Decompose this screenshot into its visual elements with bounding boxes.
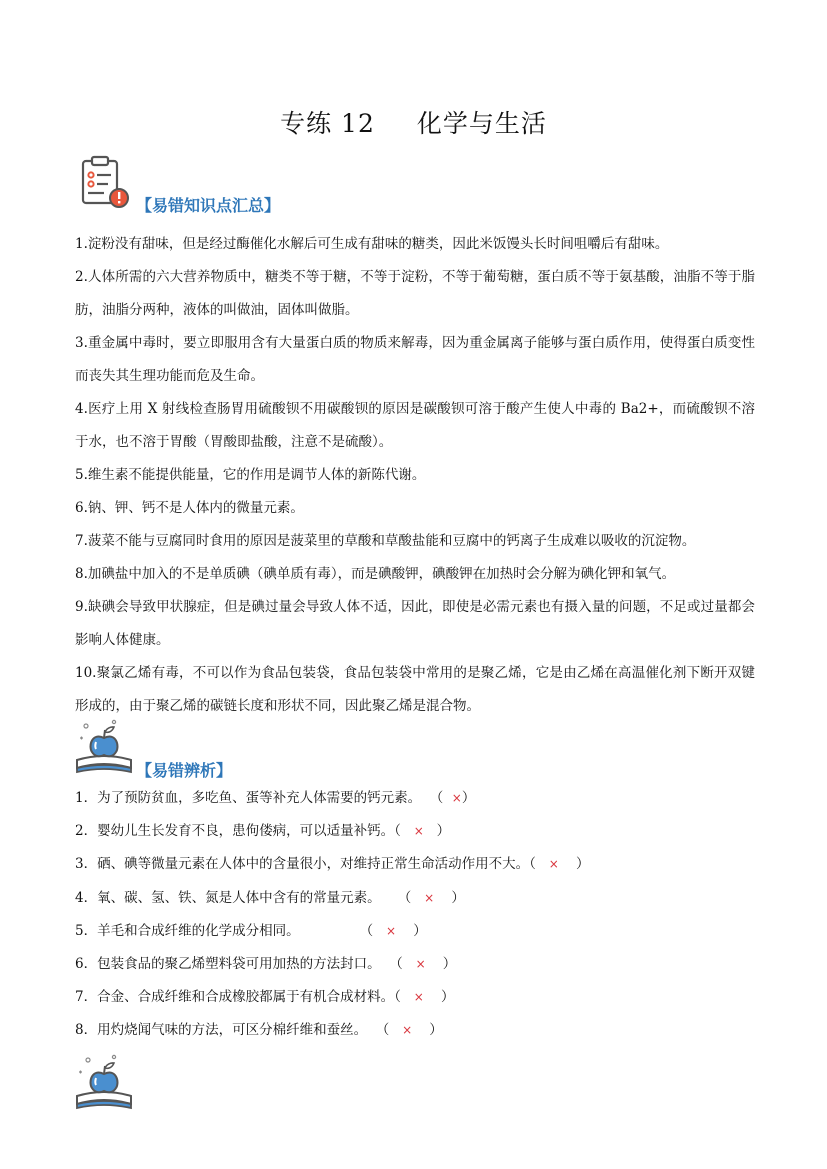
judgment-item	[75, 882, 755, 915]
wrong-mark: ×	[451, 791, 462, 805]
judgment-item	[75, 782, 755, 815]
paren-close: ）	[440, 989, 455, 1006]
judgment-text: 5．羊毛和合成纤维的化学成分相同。	[75, 922, 300, 939]
apple-book-icon	[74, 1052, 134, 1112]
knowledge-point: 6.钠、钾、钙不是人体内的微量元素。	[75, 500, 304, 516]
judgment-text: 4．氧、碳、氢、铁、氮是人体中含有的常量元素。	[75, 889, 381, 906]
paren-close: ）	[461, 790, 476, 806]
paren-open: （	[375, 1022, 390, 1039]
paren-open: （	[429, 790, 444, 806]
paren-close: ）	[575, 856, 590, 873]
paren-close: ）	[429, 1022, 443, 1039]
knowledge-point: 10.聚氯乙烯有毒，不可以作为食品包装袋，食品包装袋中常用的是聚乙烯，它是由乙烯在高温催化剂下断开双键形成的，由于聚乙烯的碳链长度和形状不同，因此聚乙烯是混合物。	[75, 665, 755, 714]
knowledge-point: 5.维生素不能提供能量，它的作用是调节人体的新陈代谢。	[75, 467, 426, 483]
judgment-item	[75, 815, 755, 848]
knowledge-point: 4.医疗上用 X 射线检查肠胃用硫酸钡不用碳酸钡的原因是碳酸钡可溶于酸产生使人中毒的 Ba2+，而硫酸钡不溶于水，也不溶于胃酸（胃酸即盐酸，注意不是硫酸）。	[75, 401, 755, 450]
wrong-mark: ×	[402, 1023, 413, 1038]
paren-open: （	[529, 856, 536, 873]
judgment-text: 6．包装食品的聚乙烯塑料袋可用加热的方法封口。	[75, 955, 381, 972]
paren-open: （	[359, 922, 374, 939]
knowledge-point: 2.人体所需的六大营养物质中，糖类不等于糖，不等于淀粉，不等于葡萄糖，蛋白质不等于氨基酸，油脂不等于脂肪，油脂分两种，液体的叫做油，固体叫做脂。	[75, 269, 755, 318]
wrong-mark: ×	[548, 857, 559, 872]
judgment-item	[75, 1014, 755, 1047]
page-title	[0, 104, 827, 140]
knowledge-point: 3.重金属中毒时，要立即服用含有大量蛋白质的物质来解毒，因为重金属离子能够与蛋白质作用，使得蛋白质变性而丧失其生理功能而危及生命。	[75, 335, 755, 384]
knowledge-point: 8.加碘盐中加入的不是单质碘（碘单质有毒），而是碘酸钾，碘酸钾在加热时会分解为碘化钾和氧气。	[75, 566, 676, 582]
judgment-item	[75, 848, 755, 881]
judgment-item	[75, 981, 755, 1014]
clipboard-alert-icon	[78, 155, 134, 211]
judgment-list	[75, 782, 755, 1048]
knowledge-point: 1.淀粉没有甜味，但是经过酶催化水解后可生成有甜味的糖类，因此米饭馒头长时间咀嚼后有甜味。	[75, 236, 669, 252]
paren-open: （	[397, 889, 412, 906]
wrong-mark: ×	[413, 990, 424, 1005]
judgment-item	[75, 948, 755, 981]
judgment-text: 2．婴幼儿生长发育不良，患佝偻病，可以适量补钙。	[75, 823, 395, 840]
apple-book-icon	[74, 716, 134, 776]
paren-close: ）	[451, 889, 465, 906]
wrong-mark: ×	[386, 923, 397, 938]
paren-open: （	[389, 955, 403, 972]
title-text: 化学与生活	[416, 109, 547, 138]
wrong-mark: ×	[413, 824, 424, 839]
wrong-mark: ×	[424, 890, 435, 905]
knowledge-point: 9.缺碘会导致甲状腺症，但是碘过量会导致人体不适，因此，即使是必需元素也有摄入量的问题，不足或过量都会影响人体健康。	[75, 599, 755, 648]
section-heading-knowledge: 【易错知识点汇总】	[136, 196, 281, 215]
paren-close: ）	[442, 955, 457, 972]
judgment-text: 7．合金、合成纤维和合成橡胶都属于有机合成材料。	[75, 989, 395, 1006]
knowledge-points-list	[75, 228, 755, 723]
judgment-text: 1．为了预防贫血，多吃鱼、蛋等补充人体需要的钙元素。	[75, 790, 422, 806]
title-number: 专练 12	[280, 109, 375, 138]
knowledge-point: 7.菠菜不能与豆腐同时食用的原因是菠菜里的草酸和草酸盐能和豆腐中的钙离子生成难以吸收的沉淀物。	[75, 533, 696, 549]
judgment-text: 8．用灼烧闻气味的方法，可区分棉纤维和蚕丝。	[75, 1022, 368, 1039]
paren-open: （	[394, 823, 401, 840]
judgment-text: 3．硒、碘等微量元素在人体中的含量很小，对维持正常生命活动作用不大。	[75, 856, 530, 873]
section-heading-analysis: 【易错辨析】	[136, 761, 233, 780]
paren-open: （	[394, 989, 401, 1006]
judgment-item	[75, 915, 755, 948]
wrong-mark: ×	[415, 956, 426, 971]
paren-close: ）	[413, 922, 427, 939]
paren-close: ）	[436, 823, 451, 840]
